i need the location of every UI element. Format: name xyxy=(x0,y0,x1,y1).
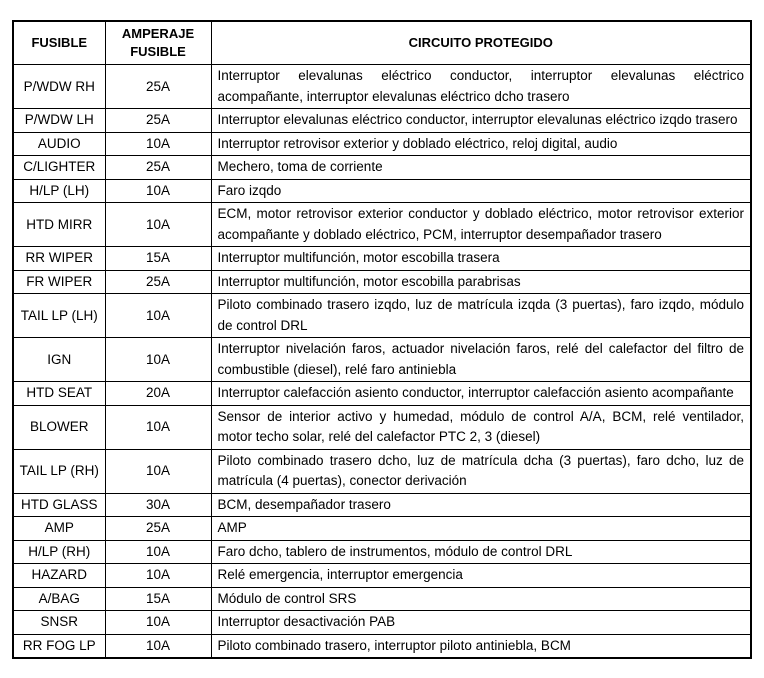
fuse-name-cell: RR WIPER xyxy=(13,247,105,271)
fuse-name-cell: RR FOG LP xyxy=(13,634,105,658)
fuse-name-cell: TAIL LP (RH) xyxy=(13,449,105,493)
fuse-row xyxy=(13,179,751,203)
amperage-cell: 10A xyxy=(105,203,211,247)
amperage-cell: 25A xyxy=(105,156,211,180)
fuse-name-cell: HAZARD xyxy=(13,564,105,588)
amperage-cell: 10A xyxy=(105,338,211,382)
fuse-name-cell: TAIL LP (LH) xyxy=(13,294,105,338)
circuit-cell: Interruptor multifunción, motor escobilla parabrisas xyxy=(211,270,751,294)
fuse-row xyxy=(13,564,751,588)
fuse-name-cell: HTD MIRR xyxy=(13,203,105,247)
circuit-cell: Interruptor desactivación PAB xyxy=(211,611,751,635)
amperage-cell: 25A xyxy=(105,109,211,133)
amperage-cell: 25A xyxy=(105,270,211,294)
circuit-cell: Interruptor calefacción asiento conductor, interruptor calefacción asiento acompañante xyxy=(211,382,751,406)
fuse-name-cell: C/LIGHTER xyxy=(13,156,105,180)
amperage-cell: 10A xyxy=(105,449,211,493)
circuit-cell: BCM, desempañador trasero xyxy=(211,493,751,517)
fuse-name-cell: A/BAG xyxy=(13,587,105,611)
fuse-name-cell: SNSR xyxy=(13,611,105,635)
fuse-name-cell: AUDIO xyxy=(13,132,105,156)
amperage-cell: 25A xyxy=(105,517,211,541)
fuse-table-body xyxy=(13,65,751,659)
circuit-cell: Relé emergencia, interruptor emergencia xyxy=(211,564,751,588)
fuse-name-cell: AMP xyxy=(13,517,105,541)
amperage-cell: 10A xyxy=(105,611,211,635)
header-row xyxy=(13,21,751,65)
fuse-name-cell: HTD SEAT xyxy=(13,382,105,406)
header-fuse: FUSIBLE xyxy=(13,21,105,65)
fuse-row xyxy=(13,247,751,271)
circuit-cell: Sensor de interior activo y humedad, módulo de control A/A, BCM, relé ventilador, motor techo solar, relé del calefactor PTC 2, 3 (diesel) xyxy=(211,405,751,449)
circuit-cell: Interruptor retrovisor exterior y doblado eléctrico, reloj digital, audio xyxy=(211,132,751,156)
fuse-name-cell: H/LP (RH) xyxy=(13,540,105,564)
fuse-name-cell: H/LP (LH) xyxy=(13,179,105,203)
fuse-name-cell: FR WIPER xyxy=(13,270,105,294)
amperage-cell: 10A xyxy=(105,294,211,338)
fuse-row xyxy=(13,294,751,338)
amperage-cell: 10A xyxy=(105,564,211,588)
amperage-cell: 10A xyxy=(105,634,211,658)
circuit-cell: Mechero, toma de corriente xyxy=(211,156,751,180)
circuit-cell: Piloto combinado trasero izqdo, luz de matrícula izqda (3 puertas), faro izqdo, módulo de control DRL xyxy=(211,294,751,338)
fuse-name-cell: BLOWER xyxy=(13,405,105,449)
amperage-cell: 10A xyxy=(105,405,211,449)
fuse-row xyxy=(13,634,751,658)
amperage-cell: 25A xyxy=(105,65,211,109)
circuit-cell: Interruptor elevalunas eléctrico conductor, interruptor elevalunas eléctrico izqdo trasero xyxy=(211,109,751,133)
fuse-name-cell: IGN xyxy=(13,338,105,382)
fuse-row xyxy=(13,587,751,611)
fuse-row xyxy=(13,611,751,635)
amperage-cell: 10A xyxy=(105,540,211,564)
fuse-row xyxy=(13,517,751,541)
circuit-cell: Piloto combinado trasero dcho, luz de matrícula dcha (3 puertas), faro dcho, luz de matrícula (4 puertas), conector derivación xyxy=(211,449,751,493)
header-amperage: AMPERAJE FUSIBLE xyxy=(105,21,211,65)
header-circuit: CIRCUITO PROTEGIDO xyxy=(211,21,751,65)
fuse-row xyxy=(13,540,751,564)
circuit-cell: Faro dcho, tablero de instrumentos, módulo de control DRL xyxy=(211,540,751,564)
circuit-cell: Interruptor elevalunas eléctrico conductor, interruptor elevalunas eléctrico acompañante, interruptor elevalunas eléctrico dcho trasero xyxy=(211,65,751,109)
fuse-row xyxy=(13,270,751,294)
amperage-cell: 15A xyxy=(105,247,211,271)
fuse-row xyxy=(13,156,751,180)
circuit-cell: Piloto combinado trasero, interruptor piloto antiniebla, BCM xyxy=(211,634,751,658)
fuse-row xyxy=(13,65,751,109)
fuse-row xyxy=(13,382,751,406)
amperage-cell: 20A xyxy=(105,382,211,406)
fuse-table xyxy=(12,20,752,659)
fuse-row xyxy=(13,338,751,382)
fuse-name-cell: P/WDW LH xyxy=(13,109,105,133)
fuse-table-header xyxy=(13,21,751,65)
fuse-row xyxy=(13,203,751,247)
circuit-cell: Módulo de control SRS xyxy=(211,587,751,611)
fuse-name-cell: P/WDW RH xyxy=(13,65,105,109)
fuse-row xyxy=(13,109,751,133)
fuse-row xyxy=(13,449,751,493)
circuit-cell: Interruptor nivelación faros, actuador nivelación faros, relé del calefactor del filtro de combustible (diesel), relé faro antiniebla xyxy=(211,338,751,382)
circuit-cell: Interruptor multifunción, motor escobilla trasera xyxy=(211,247,751,271)
circuit-cell: AMP xyxy=(211,517,751,541)
fuse-name-cell: HTD GLASS xyxy=(13,493,105,517)
circuit-cell: Faro izqdo xyxy=(211,179,751,203)
fuse-row xyxy=(13,405,751,449)
amperage-cell: 10A xyxy=(105,132,211,156)
circuit-cell: ECM, motor retrovisor exterior conductor y doblado eléctrico, motor retrovisor exterior acompañante y doblado eléctrico, PCM, interruptor desempañador trasero xyxy=(211,203,751,247)
amperage-cell: 15A xyxy=(105,587,211,611)
fuse-row xyxy=(13,132,751,156)
amperage-cell: 30A xyxy=(105,493,211,517)
fuse-row xyxy=(13,493,751,517)
amperage-cell: 10A xyxy=(105,179,211,203)
